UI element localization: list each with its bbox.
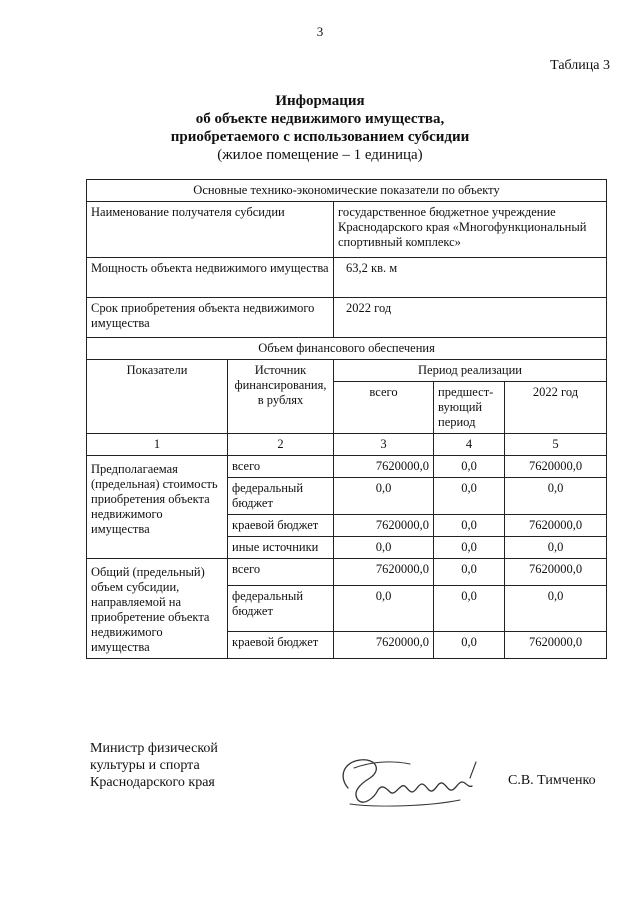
value-cell: 0,0 [434,478,505,515]
group1-label: Предполагаемая (предельная) стоимость приобретения объекта недвижимого имущества [87,456,228,559]
header-source: Источник финансирования, в рублях [228,360,334,434]
col-number: 5 [505,434,607,456]
value-cell: 7620000,0 [334,515,434,537]
value-cell: 0,0 [334,586,434,632]
handwritten-signature [330,748,490,810]
value-cell: 0,0 [434,586,505,632]
info-table [86,179,607,659]
source-cell: всего [228,456,334,478]
value-cell: 7620000,0 [334,559,434,586]
term-label: Срок приобретения объекта недвижимого имущества [87,298,334,338]
source-cell: краевой бюджет [228,515,334,537]
main-section-header: Основные технико-экономические показатели по объекту [87,180,607,202]
header-period: Период реализации [334,360,607,382]
table-row [87,360,607,382]
value-cell: 0,0 [434,537,505,559]
table-row [87,180,607,202]
document-heading [0,92,640,164]
table-row [87,434,607,456]
value-cell: 0,0 [434,559,505,586]
group2-label: Общий (предельный) объем субсидии, направляемой на приобретение объекта недвижимого имущества [87,559,228,659]
table-row [87,298,607,338]
signatory-title-line-2: культуры и спорта [90,758,200,773]
value-cell: 7620000,0 [505,559,607,586]
heading-line-3: приобретаемого с использованием субсидии [170,129,470,145]
finance-section-header: Объем финансового обеспечения [87,338,607,360]
source-cell: федеральный бюджет [228,586,334,632]
value-cell: 0,0 [505,537,607,559]
value-cell: 0,0 [334,537,434,559]
value-cell: 7620000,0 [505,456,607,478]
value-cell: 0,0 [434,515,505,537]
col-number: 3 [334,434,434,456]
value-cell: 0,0 [434,456,505,478]
recipient-label: Наименование получателя субсидии [87,202,334,258]
value-cell: 0,0 [434,631,505,658]
capacity-value: 63,2 кв. м [334,258,607,298]
header-year: 2022 год [505,382,607,434]
signatory-name: С.В. Тимченко [508,773,596,788]
table-tag: Таблица 3 [550,58,610,73]
source-cell: федеральный бюджет [228,478,334,515]
value-cell: 0,0 [334,478,434,515]
signatory-title-line-3: Краснодарского края [90,775,215,790]
heading-line-2: об объекте недвижимого имущества, [195,111,445,127]
value-cell: 7620000,0 [334,456,434,478]
col-number: 4 [434,434,505,456]
col-number: 1 [87,434,228,456]
heading-line-4: (жилое помещение – 1 единица) [217,147,423,163]
header-total: всего [334,382,434,434]
value-cell: 0,0 [505,478,607,515]
capacity-label: Мощность объекта недвижимого имущества [87,258,334,298]
col-number: 2 [228,434,334,456]
page-number: 3 [316,24,324,39]
source-cell: краевой бюджет [228,631,334,658]
heading-line-1: Информация [275,93,365,109]
source-cell: иные источники [228,537,334,559]
table-row [87,559,607,586]
signatory-title-line-1: Министр физической [90,741,218,756]
recipient-value: государственное бюджетное учреждение Краснодарского края «Многофункциональный спортивный комплекс» [334,202,607,258]
table-row [87,456,607,478]
table-row [87,258,607,298]
value-cell: 7620000,0 [505,515,607,537]
value-cell: 0,0 [505,586,607,632]
header-indicators: Показатели [87,360,228,434]
signatory-title [90,740,218,791]
value-cell: 7620000,0 [505,631,607,658]
value-cell: 7620000,0 [334,631,434,658]
table-row [87,202,607,258]
header-previous: предшест-вующий период [434,382,505,434]
source-cell: всего [228,559,334,586]
table-row [87,338,607,360]
term-value: 2022 год [334,298,607,338]
